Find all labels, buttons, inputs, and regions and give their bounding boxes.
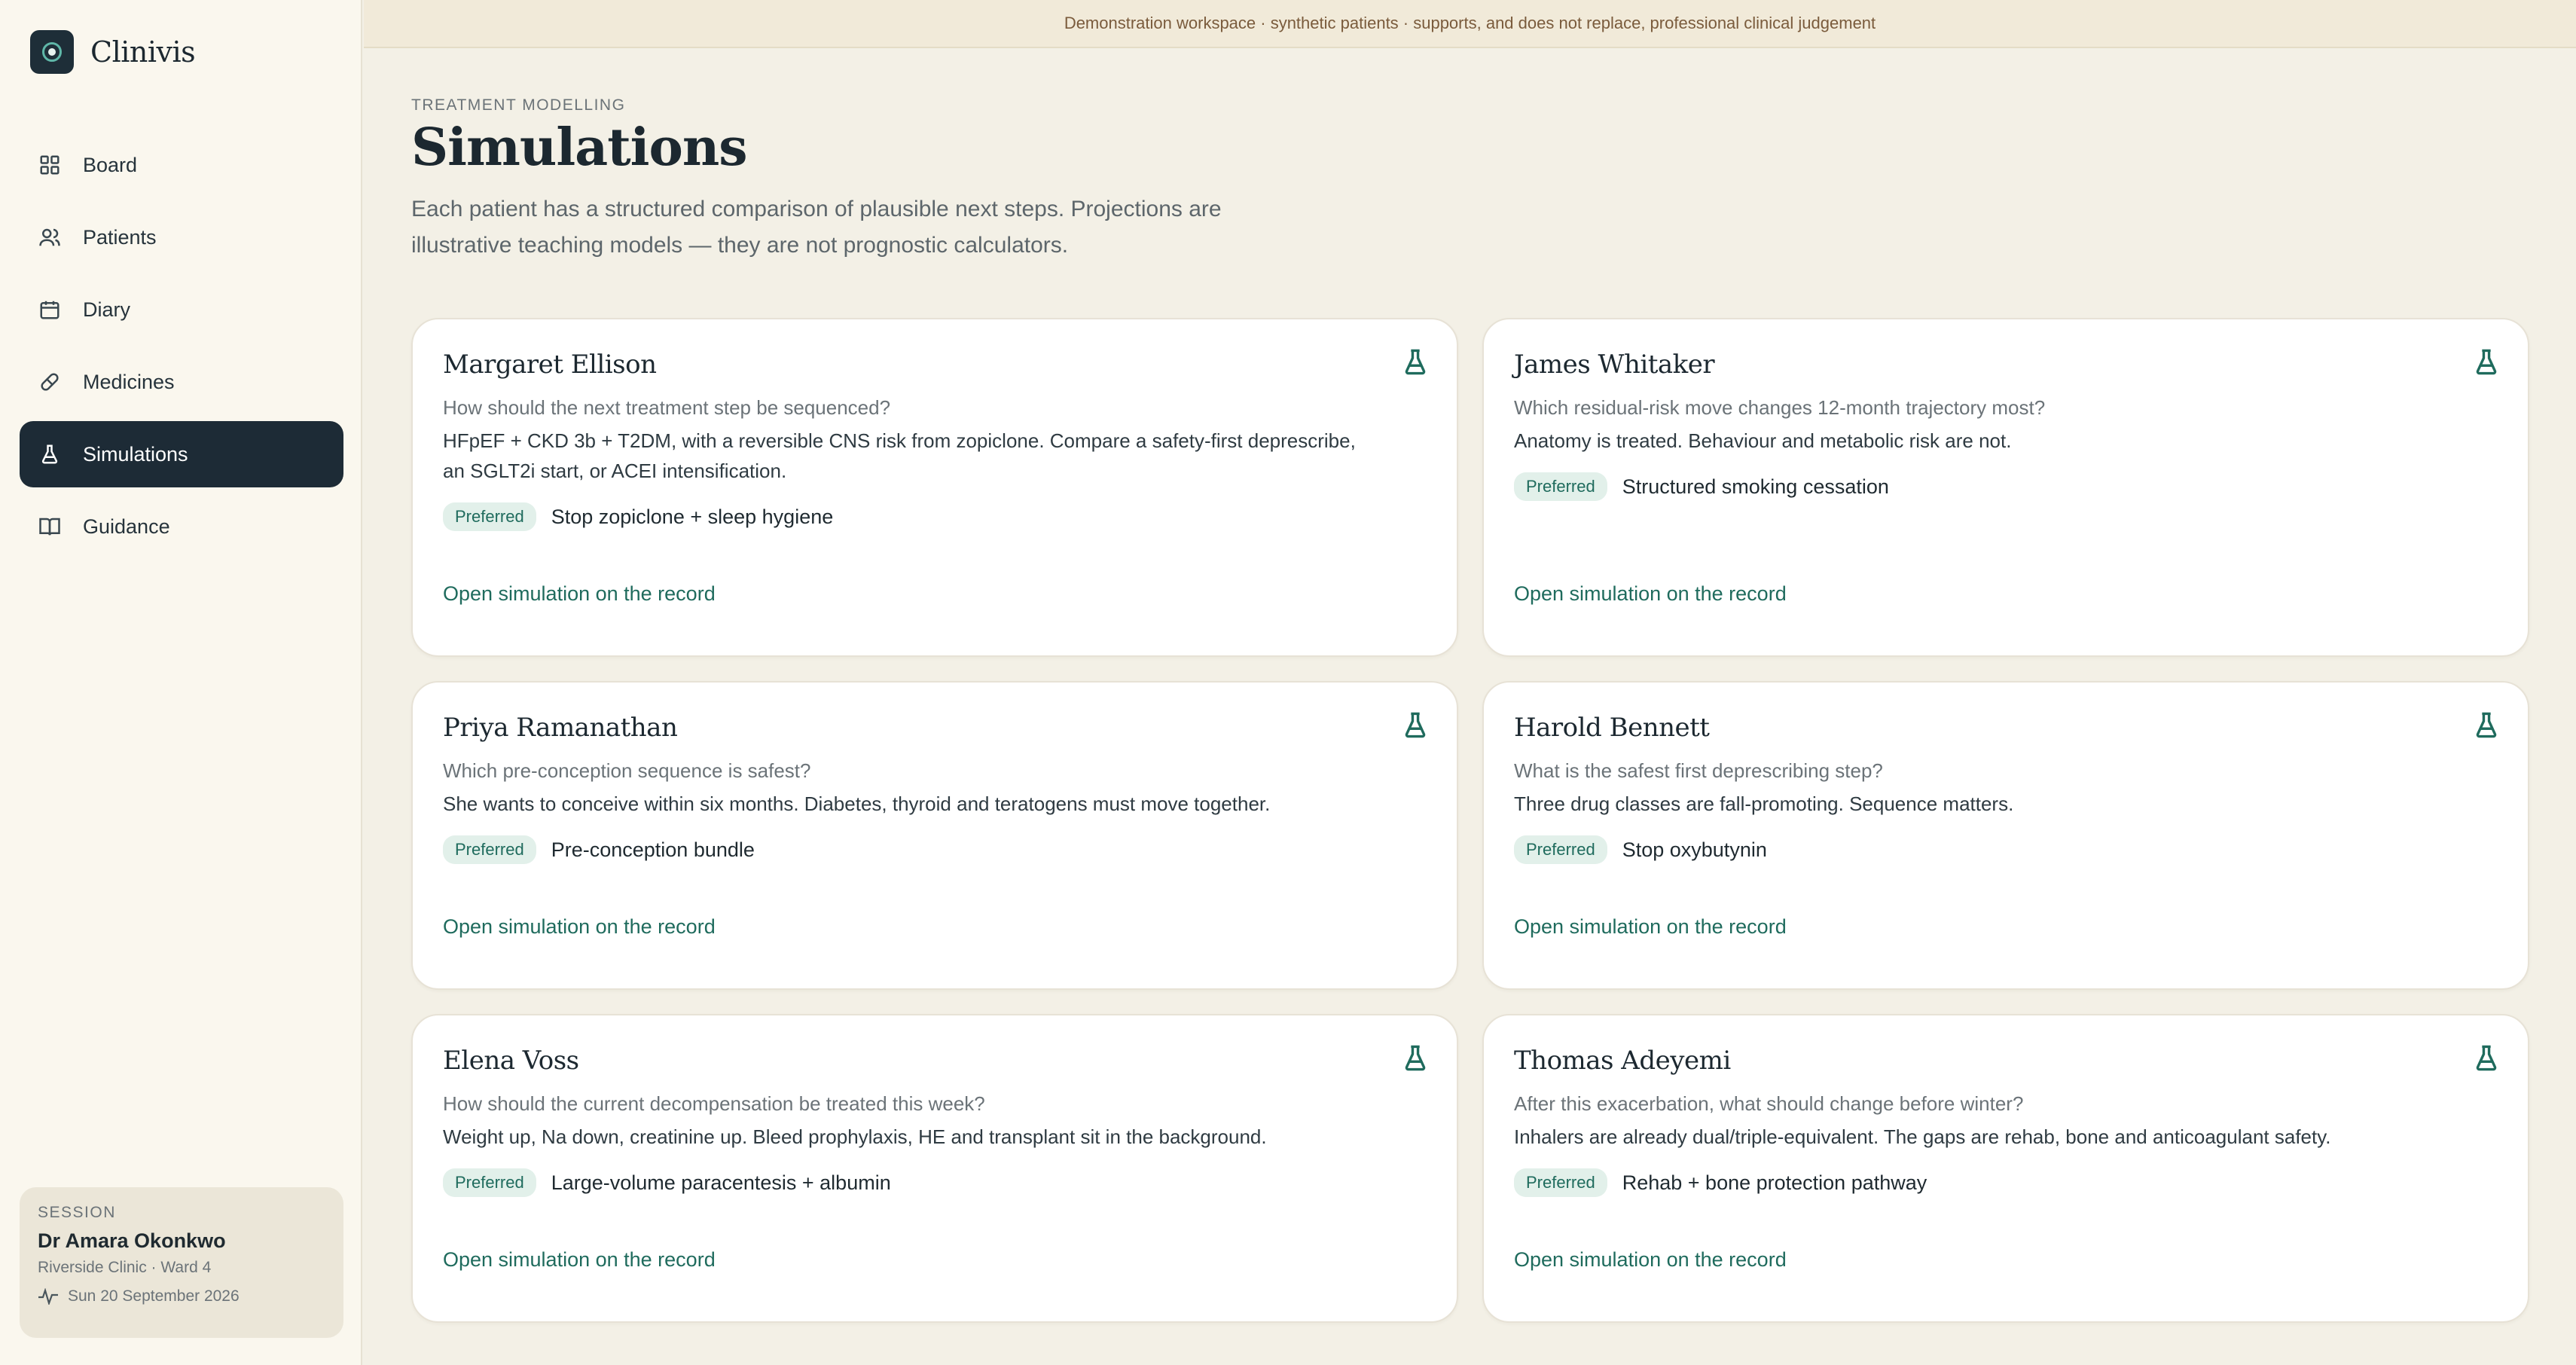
- simulation-context: HFpEF + CKD 3b + T2DM, with a reversible CNS risk from zopiclone. Compare a safety-first deprescribe, an SGLT2i start, or ACEI intensification.: [443, 429, 1356, 482]
- simulation-card[interactable]: [1482, 681, 2529, 990]
- session-clinic: Riverside Clinic · Ward 4: [38, 1259, 212, 1276]
- clinivis-logo-icon: [30, 30, 74, 74]
- sidebar-item-medicines[interactable]: [20, 349, 343, 415]
- preferred-badge: Preferred: [1514, 835, 1607, 864]
- patient-name: Priya Ramanathan: [443, 713, 678, 743]
- session-date: Sun 20 September 2026: [68, 1287, 240, 1305]
- preferred-badge: Preferred: [443, 1168, 536, 1197]
- preferred-row: [1514, 835, 2498, 864]
- page-eyebrow: TREATMENT MODELLING: [411, 96, 626, 114]
- sidebar-item-label: Patients: [83, 225, 157, 249]
- simulation-context: She wants to conceive within six months. Diabetes, thyroid and teratogens must move together.: [443, 792, 1271, 815]
- page-title: Simulations: [411, 118, 747, 178]
- sidebar-item-label: Diary: [83, 298, 131, 321]
- grid-icon: [38, 153, 62, 177]
- app-name: Clinivis: [90, 35, 196, 69]
- open-simulation-link[interactable]: Open simulation on the record: [443, 915, 716, 938]
- page-description: Each patient has a structured comparison of plausible next steps. Projections are illustrative teaching models — they are not prognostic calculators.: [411, 197, 1222, 258]
- simulation-card[interactable]: [411, 681, 1458, 990]
- flask-icon: [1402, 711, 1428, 740]
- session-user-name: Dr Amara Okonkwo: [38, 1229, 226, 1252]
- open-simulation-link[interactable]: Open simulation on the record: [1514, 1248, 1787, 1271]
- preferred-badge: Preferred: [443, 502, 536, 531]
- open-simulation-link[interactable]: Open simulation on the record: [1514, 582, 1787, 605]
- session-panel: [20, 1187, 343, 1338]
- simulation-question: After this exacerbation, what should change before winter?: [1514, 1092, 2024, 1115]
- open-simulation-link[interactable]: Open simulation on the record: [1514, 915, 1787, 938]
- flask-icon: [2474, 711, 2499, 740]
- preferred-option: Stop zopiclone + sleep hygiene: [551, 505, 834, 528]
- open-simulation-link[interactable]: Open simulation on the record: [443, 582, 716, 605]
- simulation-question: Which residual-risk move changes 12-month trajectory most?: [1514, 396, 2046, 419]
- pill-icon: [38, 370, 62, 394]
- preferred-badge: Preferred: [1514, 472, 1607, 501]
- preferred-badge: Preferred: [443, 835, 536, 864]
- simulation-grid: [411, 318, 2529, 1323]
- patient-name: Thomas Adeyemi: [1514, 1046, 1731, 1076]
- sidebar-item-label: Medicines: [83, 370, 175, 393]
- sidebar-nav: [20, 132, 343, 566]
- simulation-question: How should the current decompensation be treated this week?: [443, 1092, 985, 1115]
- session-date-row: [38, 1287, 325, 1305]
- sidebar-item-guidance[interactable]: [20, 493, 343, 560]
- main-content: [411, 48, 2529, 1271]
- preferred-row: [1514, 1168, 2498, 1197]
- users-icon: [38, 225, 62, 249]
- preferred-row: [443, 1168, 1427, 1197]
- sidebar-item-simulations[interactable]: [20, 421, 343, 487]
- preferred-badge: Preferred: [1514, 1168, 1607, 1197]
- preferred-row: [443, 502, 1427, 531]
- sidebar: [0, 0, 362, 1365]
- flask-icon: [2474, 1044, 2499, 1073]
- calendar-icon: [38, 298, 62, 322]
- activity-icon: [38, 1288, 59, 1305]
- flask-icon: [2474, 348, 2499, 377]
- simulation-context: Three drug classes are fall-promoting. Sequence matters.: [1514, 792, 2014, 815]
- patient-name: Margaret Ellison: [443, 350, 657, 380]
- simulation-context: Inhalers are already dual/triple-equivalent. The gaps are rehab, bone and anticoagulant safety.: [1514, 1125, 2331, 1148]
- sidebar-item-board[interactable]: [20, 132, 343, 198]
- session-label: SESSION: [38, 1204, 116, 1221]
- preferred-row: [1514, 472, 2498, 501]
- simulation-question: How should the next treatment step be sequenced?: [443, 396, 891, 419]
- simulation-context: Weight up, Na down, creatinine up. Bleed prophylaxis, HE and transplant sit in the background.: [443, 1125, 1267, 1148]
- open-simulation-link[interactable]: Open simulation on the record: [443, 1248, 716, 1271]
- sidebar-item-patients[interactable]: [20, 204, 343, 270]
- book-icon: [38, 515, 62, 539]
- flask-icon: [38, 442, 62, 466]
- sidebar-item-label: Board: [83, 153, 138, 176]
- preferred-option: Large-volume paracentesis + albumin: [551, 1171, 891, 1194]
- flask-icon: [1402, 348, 1428, 377]
- simulation-context: Anatomy is treated. Behaviour and metabolic risk are not.: [1514, 429, 2012, 452]
- preferred-row: [443, 835, 1427, 864]
- simulation-card[interactable]: [411, 1014, 1458, 1323]
- simulation-question: Which pre-conception sequence is safest?: [443, 759, 811, 782]
- demo-banner: Demonstration workspace · synthetic patients · supports, and does not replace, professional clinical judgement: [364, 0, 2576, 48]
- simulation-card[interactable]: [411, 318, 1458, 657]
- preferred-option: Pre-conception bundle: [551, 838, 755, 861]
- simulation-question: What is the safest first deprescribing step?: [1514, 759, 1883, 782]
- preferred-option: Rehab + bone protection pathway: [1622, 1171, 1927, 1194]
- sidebar-item-label: Guidance: [83, 515, 170, 538]
- patient-name: Elena Voss: [443, 1046, 579, 1076]
- sidebar-item-diary[interactable]: [20, 276, 343, 343]
- preferred-option: Structured smoking cessation: [1622, 475, 1889, 498]
- simulation-card[interactable]: [1482, 1014, 2529, 1323]
- preferred-option: Stop oxybutynin: [1622, 838, 1767, 861]
- brand[interactable]: [30, 30, 195, 74]
- sidebar-item-label: Simulations: [83, 442, 188, 466]
- simulation-card[interactable]: [1482, 318, 2529, 657]
- flask-icon: [1402, 1044, 1428, 1073]
- patient-name: Harold Bennett: [1514, 713, 1710, 743]
- patient-name: James Whitaker: [1514, 350, 1715, 380]
